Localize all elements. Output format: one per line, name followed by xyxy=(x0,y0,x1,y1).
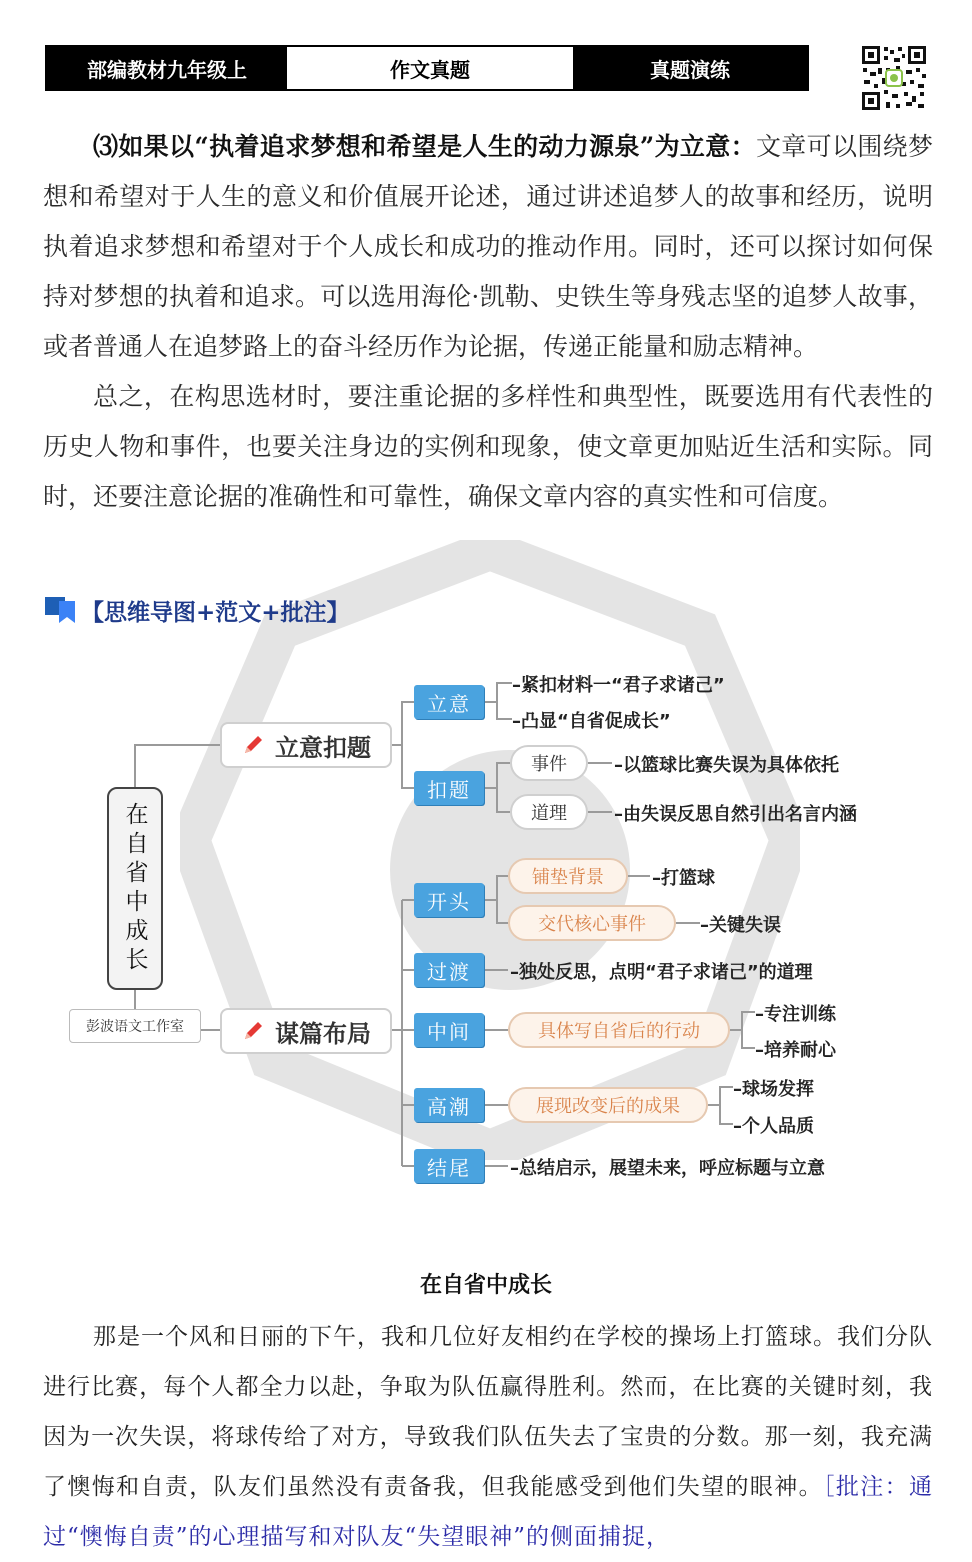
node-kaitou: 开头 xyxy=(414,883,484,917)
node-zhongjian: 中间 xyxy=(414,1013,484,1047)
essay-annotation: ［批注：通过“懊悔自责”的心理描写和对队友“失望眼神”的侧面捕捉， xyxy=(43,1474,933,1550)
node-liyi: 立意 xyxy=(414,685,484,719)
paragraph-3-lead: ⑶如果以“执着追求梦想和希望是人生的动力源泉”为立意： xyxy=(93,132,756,161)
leaf-guodu: –独处反思，点明“君子求诸己”的道理 xyxy=(510,962,813,983)
leaf-jiaodai: –关键失误 xyxy=(700,915,781,936)
essay-body xyxy=(43,1312,933,1562)
node-guodu: 过渡 xyxy=(414,953,484,987)
leaf-shijian: –以篮球比赛失误为具体依托 xyxy=(614,755,839,776)
branch-moupian-buju-label: 谋篇布局 xyxy=(275,1019,371,1048)
node-jiaodai-shijian: 交代核心事件 xyxy=(508,905,676,941)
summary-paragraph: 总之，在构思选材时，要注重论据的多样性和典型性，既要选用有代表性的历史人物和事件，也要关注身边的实例和现象，使文章更加贴近生活和实际。同时，还要注意论据的准确性和可靠性，确保文章内容的真实性和可信度。 xyxy=(43,382,933,511)
pencil-icon xyxy=(241,1019,265,1043)
paragraph-3-text: 文章可以围绕梦想和希望对于人生的意义和价值展开论述，通过讲述追梦人的故事和经历，说明执着追求梦想和希望对于个人成长和成功的推动作用。同时，还可以探讨如何保持对梦想的执着和追求。可以选用海伦·凯勒、史铁生等身残志坚的追梦人故事，或者普通人在追梦路上的奋斗经历作为论据，传递正能量和励志精神。 xyxy=(43,132,933,361)
node-daoli: 道理 xyxy=(510,794,588,830)
mindmap-heading-text: 【思维导图+范文+批注】 xyxy=(81,599,350,626)
pencil-icon xyxy=(241,733,265,757)
leaf-liyi-1: –紧扣材料一“君子求诸己” xyxy=(512,675,725,696)
leaf-zhuanzhu: –专注训练 xyxy=(755,1004,836,1025)
header-section: 真题演练 xyxy=(573,47,807,89)
branch-liyi-koutu-label: 立意扣题 xyxy=(275,733,371,762)
node-koutu: 扣题 xyxy=(414,771,484,805)
mindmap-root: 在自省中成长 xyxy=(107,787,163,990)
node-gaochao: 高潮 xyxy=(414,1088,484,1122)
node-zixing-xingdong: 具体写自省后的行动 xyxy=(508,1012,730,1048)
leaf-daoli: –由失误反思自然引出名言内涵 xyxy=(614,804,857,825)
leaf-pudian: –打篮球 xyxy=(652,868,715,889)
essay-text: 那是一个风和日丽的下午，我和几位好友相约在学校的操场上打篮球。我们分队进行比赛，每个人都全力以赴，争取为队伍赢得胜利。然而，在比赛的关键时刻，我因为一次失误，将球传给了对方，导致我们队伍失去了宝贵的分数。那一刻，我充满了懊悔和自责，队友们虽然没有责备我，但我能感受到他们失望的眼神。 xyxy=(43,1324,933,1500)
node-shijian: 事件 xyxy=(510,745,588,781)
essay-title: 在自省中成长 xyxy=(419,1273,552,1298)
studio-label: 彭波语文工作室 xyxy=(69,1009,201,1043)
leaf-naixin: –培养耐心 xyxy=(755,1040,836,1061)
leaf-pinzhi: –个人品质 xyxy=(733,1116,814,1137)
node-pudian-beijing: 铺垫背景 xyxy=(508,858,628,894)
header-topic: 作文真题 xyxy=(287,47,573,89)
leaf-liyi-2: –凸显“自省促成长” xyxy=(512,711,671,732)
node-jiewei: 结尾 xyxy=(414,1149,484,1183)
node-gaibian-chengguo: 展现改变后的成果 xyxy=(508,1087,708,1123)
branch-liyi-koutu xyxy=(220,722,392,768)
header-grade: 部编教材九年级上 xyxy=(47,47,287,89)
leaf-jiewei: –总结启示，展望未来，呼应标题与立意 xyxy=(510,1158,825,1179)
leaf-qiuchang: –球场发挥 xyxy=(733,1079,814,1100)
branch-moupian-buju xyxy=(220,1008,392,1054)
